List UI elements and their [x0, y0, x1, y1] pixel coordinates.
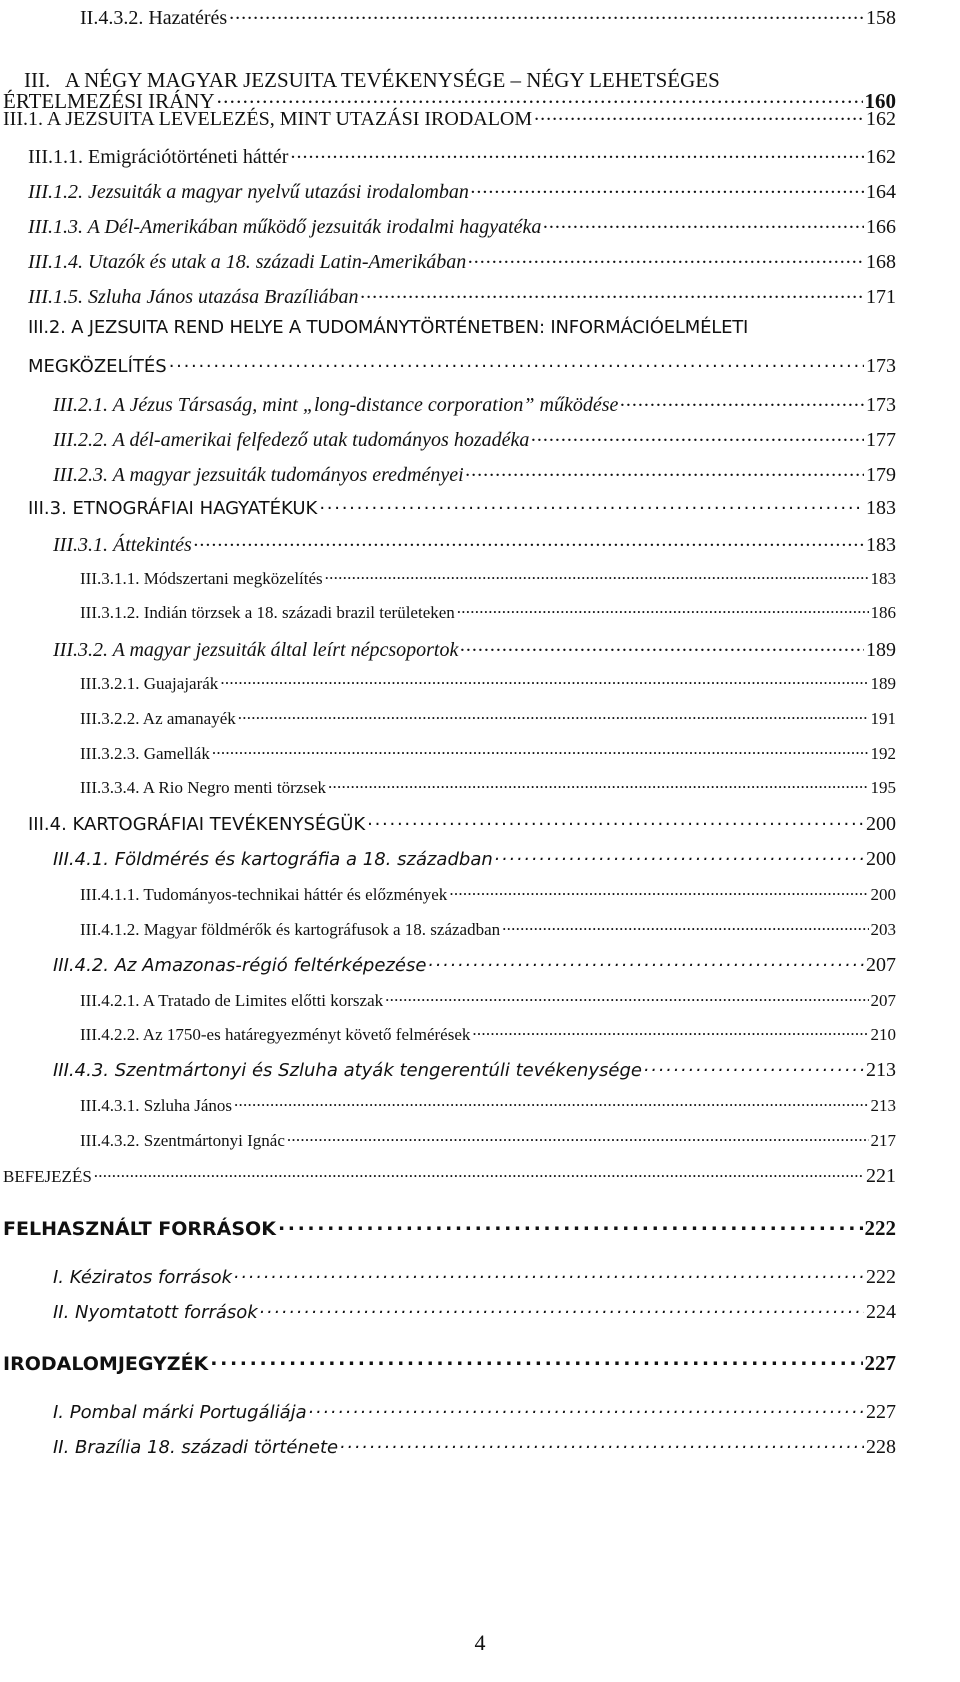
toc-entry-label: BEFEJEZÉS: [3, 1167, 92, 1186]
toc-entry-label: II. Nyomtatott források: [53, 1302, 258, 1323]
dot-leader: [502, 918, 868, 935]
toc-entry-label: II.4.3.2. Hazatérés: [80, 7, 228, 29]
toc-entry: [3, 105, 896, 130]
toc-entry-page: 183: [866, 497, 896, 519]
toc-entry-label: III.4.2.2. Az 1750-es határegyezményt követő felmérések: [80, 1025, 471, 1044]
dot-leader: [229, 4, 864, 24]
toc-entry: [80, 1094, 896, 1116]
toc-entry: [3, 1165, 896, 1187]
toc-entry-label: III.3.2.1. Guajajarák: [80, 674, 219, 693]
toc-entry-label: III.3.2. A magyar jezsuiták által leírt népcsoportok: [53, 639, 459, 661]
toc-entry: [80, 601, 896, 623]
toc-entry-label: III.1.2. Jezsuiták a magyar nyelvű utazási irodalomban: [28, 181, 469, 203]
toc-entry-page: 158: [866, 7, 896, 29]
toc-entry-page: 227: [864, 1351, 896, 1375]
toc-entry-label: III.2.3. A magyar jezsuiták tudományos eredményei: [53, 464, 464, 486]
toc-entry-label: III.1. A JEZSUITA LEVELEZÉS, MINT UTAZÁSI IRODALOM: [3, 108, 533, 130]
toc-entry-label: III.3. ETNOGRÁFIAI HAGYATÉKUK: [28, 498, 318, 519]
toc-entry-label: III.2.1. A Jézus Társaság, mint „long-distance corporation” működése: [53, 394, 619, 416]
toc-entry-page: 213: [870, 1096, 896, 1115]
toc-entry-page: 228: [866, 1436, 896, 1458]
dot-leader: [212, 742, 869, 759]
dot-leader: [287, 1129, 869, 1146]
toc-entry-label: III.1.1. Emigrációtörténeti háttér: [28, 146, 289, 168]
toc-entry-page: 183: [870, 569, 896, 588]
toc-entry: [80, 1023, 896, 1045]
dot-leader: [428, 953, 864, 971]
dot-leader: [460, 636, 864, 656]
dot-leader: [449, 883, 868, 900]
toc-entry: [53, 953, 896, 976]
toc-entry: [53, 1265, 896, 1288]
toc-entry-page: 200: [866, 848, 896, 870]
toc-entry-label: IRODALOMJEGYZÉK: [3, 1353, 209, 1375]
dot-leader: [260, 1300, 864, 1318]
toc-entry: [53, 1400, 896, 1423]
toc-entry-label: III.4.3. Szentmártonyi és Szluha atyák tengerentúli tevékenysége: [53, 1060, 642, 1081]
dot-leader: [534, 105, 864, 125]
toc-entry: [3, 1216, 896, 1240]
toc-entry-label: III.4.1.1. Tudományos-technikai háttér és előzmények: [80, 885, 448, 904]
dot-leader: [620, 391, 864, 411]
toc-entry: [53, 391, 896, 416]
toc-entry: [80, 4, 896, 29]
toc-entry-page: 171: [866, 286, 896, 308]
toc-entry-page: 221: [866, 1165, 896, 1187]
dot-leader: [210, 1351, 862, 1370]
toc-entry-label: III.4.2. Az Amazonas-régió feltérképezése: [53, 955, 427, 976]
dot-leader: [290, 143, 864, 163]
toc-entry-page: 168: [866, 251, 896, 273]
toc-entry-page: 183: [866, 534, 896, 556]
dot-leader: [495, 847, 864, 865]
toc-entry-page: 173: [866, 355, 896, 377]
toc-entry-page: 217: [870, 1131, 896, 1150]
toc-entry: [80, 567, 896, 589]
toc-entry-label: III.4. KARTOGRÁFIAI TEVÉKENYSÉGÜK: [28, 814, 366, 835]
toc-entry-page: 189: [870, 674, 896, 693]
page-number: 4: [474, 1630, 486, 1655]
toc-entry-label: III.1.5. Szluha János utazása Brazíliában: [28, 286, 359, 308]
toc-entry: [80, 918, 896, 940]
dot-leader: [234, 1265, 864, 1283]
dot-leader: [238, 707, 869, 724]
toc-entry-page: 227: [866, 1401, 896, 1423]
toc-entry-label: III.2.2. A dél-amerikai felfedező utak tudományos hozadéka: [53, 429, 530, 451]
toc-entry: [28, 283, 896, 308]
dot-leader: [194, 531, 864, 551]
toc-entry-page: 160: [864, 89, 896, 113]
toc-entry: [3, 1351, 896, 1375]
toc-entry-page: 162: [866, 146, 896, 168]
toc-entry: [53, 636, 896, 661]
toc-entry: [80, 672, 896, 694]
toc-entry: [80, 707, 896, 729]
toc-entry-page: 162: [866, 108, 896, 130]
toc-entry-label: III.3.2.2. Az amanayék: [80, 709, 236, 728]
toc-entry-page: 195: [870, 778, 896, 797]
dot-leader: [466, 461, 864, 481]
dot-leader: [367, 812, 864, 830]
toc-entry: [53, 847, 896, 870]
dot-leader: [385, 989, 868, 1006]
toc-entry: [80, 742, 896, 764]
toc-entry: [28, 213, 896, 238]
dot-leader: [644, 1058, 864, 1076]
toc-entry-page: 224: [866, 1301, 896, 1323]
toc-entry: [28, 248, 896, 273]
toc-entry: [28, 354, 896, 377]
toc-entry-label: II. Brazília 18. századi története: [53, 1437, 339, 1458]
dot-leader: [531, 426, 864, 446]
toc-entry-page: 213: [866, 1059, 896, 1081]
dot-leader: [278, 1216, 863, 1235]
toc-entry-page: 179: [866, 464, 896, 486]
toc-entry-page: 164: [866, 181, 896, 203]
dot-leader: [169, 354, 864, 372]
toc-entry-label: III.3.1.1. Módszertani megközelítés: [80, 569, 323, 588]
toc-entry-label: III.3.3.4. A Rio Negro menti törzsek: [80, 778, 326, 797]
toc-entry-label: ÉRTELMEZÉSI IRÁNY: [3, 89, 215, 113]
toc-entry-page: 203: [870, 920, 896, 939]
dot-leader: [220, 672, 868, 689]
dot-leader: [234, 1094, 868, 1111]
dot-leader: [361, 283, 864, 303]
toc-entry: [28, 143, 896, 168]
toc-entry-label: III.4.1.2. Magyar földmérők és kartográfusok a 18. században: [80, 920, 501, 939]
toc-entry: [53, 1435, 896, 1458]
toc-entry-label: I. Pombal márki Portugáliája: [53, 1402, 307, 1423]
toc-entry-label: FELHASZNÁLT FORRÁSOK: [3, 1218, 276, 1240]
toc-heading-line: [28, 318, 748, 338]
toc-entry: [53, 461, 896, 486]
toc-entry-page: 192: [870, 744, 896, 763]
toc-entry-label: III.4.3.2. Szentmártonyi Ignác: [80, 1131, 285, 1150]
dot-leader: [340, 1435, 864, 1453]
toc-entry-page: 222: [866, 1266, 896, 1288]
toc-entry: [80, 1129, 896, 1151]
toc-entry: [80, 883, 896, 905]
toc-entry-label: III.1.4. Utazók és utak a 18. századi Latin-Amerikában: [28, 251, 467, 273]
dot-leader: [319, 496, 864, 514]
toc-entry: [28, 812, 896, 835]
toc-entry: [80, 989, 896, 1011]
toc-entry-label: MEGKÖZELÍTÉS: [28, 356, 167, 377]
dot-leader: [543, 213, 864, 233]
toc-entry: [53, 531, 896, 556]
toc-entry-label: III.1.3. A Dél-Amerikában működő jezsuiták irodalmi hagyatéka: [28, 216, 542, 238]
toc-entry: [53, 1300, 896, 1323]
toc-entry: [53, 1058, 896, 1081]
toc-entry-page: 186: [870, 603, 896, 622]
toc-entry: [28, 178, 896, 203]
dot-leader: [471, 178, 864, 198]
toc-entry-page: 200: [870, 885, 896, 904]
toc-entry-label: III.4.3.1. Szluha János: [80, 1096, 233, 1115]
toc-entry-page: 200: [866, 813, 896, 835]
toc-entry-label: III.4.1. Földmérés és kartográfia a 18. században: [53, 849, 493, 870]
dot-leader: [309, 1400, 864, 1418]
dot-leader: [328, 776, 869, 793]
dot-leader: [457, 601, 869, 618]
toc-entry-page: 177: [866, 429, 896, 451]
dot-leader: [472, 1023, 868, 1040]
toc-entry-label: III.2. A JEZSUITA REND HELYE A TUDOMÁNYTÖRTÉNETBEN: INFORMÁCIÓELMÉLETI: [28, 317, 749, 338]
toc-entry-page: 173: [866, 394, 896, 416]
dot-leader: [468, 248, 864, 268]
toc-entry-label: III.3.1.2. Indián törzsek a 18. századi brazil területeken: [80, 603, 455, 622]
toc-entry-page: 166: [866, 216, 896, 238]
toc-entry-label: I. Kéziratos források: [53, 1267, 233, 1288]
toc-entry-page: 189: [866, 639, 896, 661]
toc-entry-label: III.3.2.3. Gamellák: [80, 744, 210, 763]
toc-entry-page: 207: [866, 954, 896, 976]
dot-leader: [94, 1165, 864, 1182]
toc-entry-page: 210: [870, 1025, 896, 1044]
toc-entry-page: 222: [864, 1216, 896, 1240]
toc-entry-page: 207: [870, 991, 896, 1010]
toc-entry-label: III.3.1. Áttekintés: [53, 534, 192, 556]
toc-entry-page: 191: [870, 709, 896, 728]
toc-entry: [80, 776, 896, 798]
dot-leader: [325, 567, 869, 584]
toc-entry-label: III.4.2.1. A Tratado de Limites előtti korszak: [80, 991, 384, 1010]
toc-entry-label: III. A NÉGY MAGYAR JEZSUITA TEVÉKENYSÉGE – NÉGY LEHETSÉGES: [24, 68, 720, 93]
toc-entry: [28, 496, 896, 519]
toc-entry: [53, 426, 896, 451]
